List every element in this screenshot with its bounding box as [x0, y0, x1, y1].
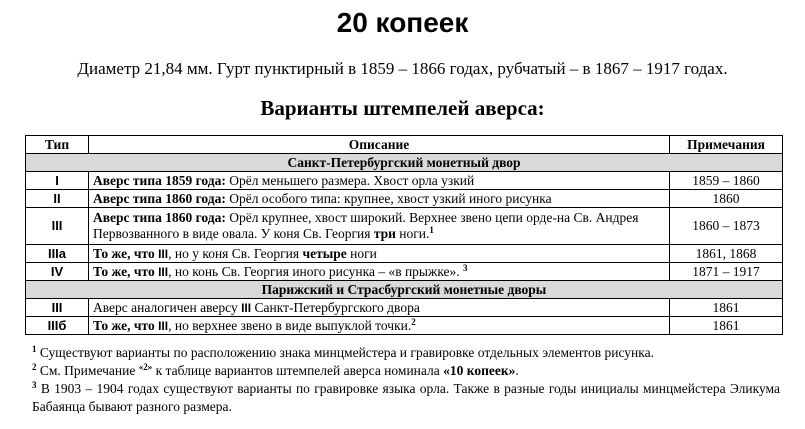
footnote-text: .	[515, 363, 519, 378]
roman-numeral: III	[158, 264, 169, 279]
variant-type: IV	[26, 263, 89, 281]
footnote-cross-ref: «2»	[138, 362, 153, 372]
variant-description	[89, 299, 670, 317]
table-row	[26, 190, 783, 208]
description-text: Санкт-Петербургского двора	[251, 299, 420, 315]
description-text: Орёл крупнее, хвост широкий. Верхнее звено цепи орде-на Св. Андрея Первозванного в виде овала. У коня Св. Георгия	[93, 210, 639, 241]
group-row-paris-strasbourg-mints	[26, 281, 783, 299]
group-label: Санкт-Петербургский монетный двор	[26, 154, 783, 172]
description-text: Аверс аналогичен аверсу	[93, 299, 242, 315]
description-text: ноги	[346, 245, 377, 261]
footnote-ref: 1	[429, 225, 434, 235]
variant-description	[89, 190, 670, 208]
table-row	[26, 245, 783, 263]
variant-type: IIIб	[26, 317, 89, 335]
table-row	[26, 263, 783, 281]
variant-description	[89, 317, 670, 335]
description-text: Орёл особого типа: крупнее, хвост узкий иного рисунка	[225, 190, 552, 206]
description-text: , но конь Св. Георгия иного рисунка – «в прыжке».	[168, 263, 460, 279]
table-row	[26, 208, 783, 245]
variant-type: II	[26, 190, 89, 208]
footnote-text: См. Примечание	[36, 363, 139, 378]
table-row	[26, 317, 783, 335]
header-type: Тип	[26, 136, 89, 154]
variant-note: 1859 – 1860	[670, 172, 783, 190]
table-row	[26, 299, 783, 317]
description-bold: Аверс типа 1860 года:	[93, 210, 226, 225]
roman-numeral: III	[158, 318, 169, 333]
description-text: , но у коня Св. Георгия	[168, 245, 303, 261]
variant-note: 1860	[670, 190, 783, 208]
footnote-3	[32, 380, 780, 416]
footnote-text: к таблице вариантов штемпелей аверса номинала	[152, 363, 444, 378]
variant-note: 1861, 1868	[670, 245, 783, 263]
description-bold: Аверс типа 1860 года:	[93, 190, 226, 206]
footnote-ref: 2	[411, 316, 416, 327]
table-header-row	[26, 136, 783, 154]
variant-type: III	[26, 208, 89, 245]
footnote-text: В 1903 – 1904 годах существуют варианты по гравировке языка орла. Также в разные годы инициалы минцмейстера Эликума Бабаянца бывают разного размера.	[32, 381, 780, 414]
header-notes: Примечания	[670, 136, 783, 154]
group-row-spb-mint	[26, 154, 783, 172]
description-bold: четыре	[302, 245, 347, 261]
footnote-number: 2	[32, 362, 37, 372]
description-bold: То же, что	[93, 263, 155, 279]
footnotes	[32, 344, 780, 416]
header-description: Описание	[89, 136, 670, 154]
description-text: Орёл меньшего размера. Хвост орла узкий	[225, 172, 475, 188]
footnote-1	[32, 344, 780, 362]
group-label: Парижский и Страсбургский монетные дворы	[26, 281, 783, 299]
description-bold: три	[373, 226, 396, 241]
variant-note: 1860 – 1873	[670, 208, 783, 245]
variant-type: I	[26, 172, 89, 190]
footnote-bold: «10 копеек»	[443, 363, 516, 378]
variant-note: 1871 – 1917	[670, 263, 783, 281]
roman-numeral: III	[158, 246, 169, 261]
variant-type: IIIa	[26, 245, 89, 263]
variant-note: 1861	[670, 317, 783, 335]
footnote-2	[32, 362, 780, 380]
page-title: 20 копеек	[336, 7, 469, 38]
description-text: ноги.	[395, 226, 430, 241]
variant-type: III	[26, 299, 89, 317]
footnote-text: Существуют варианты по расположению знака минцмейстера и гравировке отдельных элементов рисунка.	[36, 345, 654, 360]
coin-specification: Диаметр 21,84 мм. Гурт пунктирный в 1859 – 1866 годах, рубчатый – в 1867 – 1917 годах.	[77, 59, 728, 78]
section-heading: Варианты штемпелей аверса:	[260, 96, 545, 120]
variant-note: 1861	[670, 299, 783, 317]
description-text: , но верхнее звено в виде выпуклой точки.	[168, 317, 412, 333]
footnote-number: 3	[32, 380, 37, 390]
footnote-ref: 3	[463, 262, 468, 273]
table-row	[26, 172, 783, 190]
roman-numeral: III	[241, 300, 252, 315]
variant-description	[89, 172, 670, 190]
variant-description	[89, 263, 670, 281]
variant-description	[89, 245, 670, 263]
obverse-variants-table	[25, 135, 783, 335]
description-bold: Аверс типа 1859 года:	[93, 172, 226, 188]
description-bold: То же, что	[93, 245, 155, 261]
footnote-number: 1	[32, 344, 37, 354]
variant-description	[89, 208, 670, 245]
description-bold: То же, что	[93, 317, 155, 333]
